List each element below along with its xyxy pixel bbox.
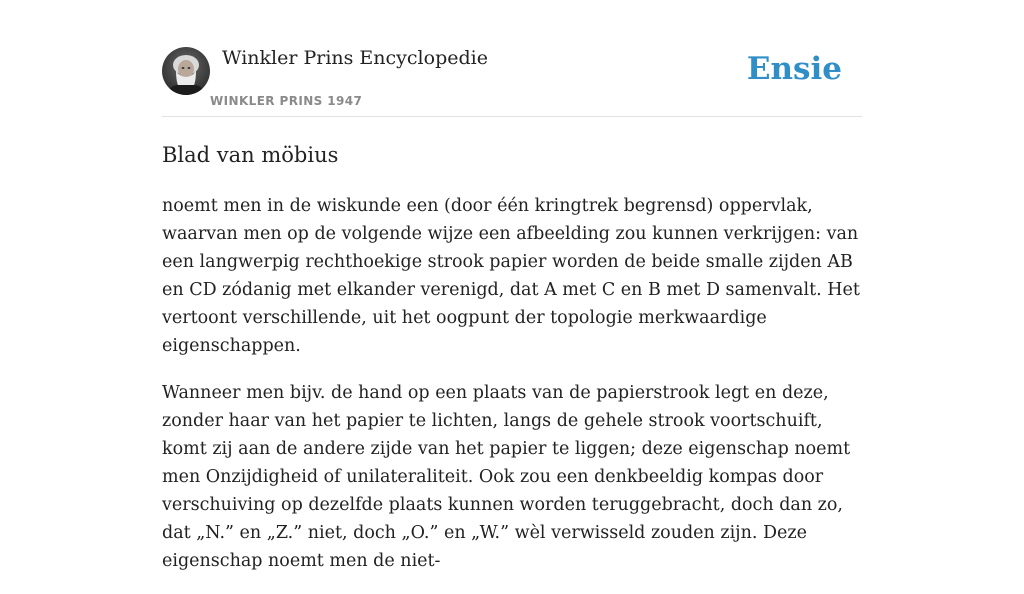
edition-label[interactable]: WINKLER PRINS 1947 bbox=[210, 94, 363, 108]
brand-logo[interactable]: Ensie bbox=[746, 51, 842, 87]
article-title: Blad van möbius bbox=[162, 143, 339, 167]
portrait-icon bbox=[162, 47, 210, 95]
site-title[interactable]: Winkler Prins Encyclopedie bbox=[222, 47, 488, 69]
avatar[interactable] bbox=[162, 47, 210, 95]
article-body bbox=[162, 192, 862, 594]
site-header bbox=[162, 0, 862, 117]
article-paragraph: Wanneer men bijv. de hand op een plaats van de papierstrook legt en deze, zonder haar van het papier te lichten, langs de gehele strook voortschuift, komt zij aan de andere zijde van het papier te liggen; deze eigenschap noemt men Onzijdigheid of unilateraliteit. Ook zou een denkbeeldig kompas door verschuiving op dezelfde plaats kunnen worden teruggebracht, doch dan zo, dat „N.” en „Z.” niet, doch „O.” en „W.” wèl verwisseld zouden zijn. Deze eigenschap noemt men de niet- bbox=[162, 383, 851, 571]
page bbox=[162, 0, 862, 571]
article-paragraph: noemt men in de wiskunde een (door één kringtrek begrensd) oppervlak, waarvan men op de volgende wijze een afbeelding zou kunnen verkrijgen: van een langwerpig rechthoekige strook papier worden de beide smalle zijden AB en CD zódanig met elkander verenigd, dat A met C en B met D samenvalt. Het vertoont verschillende, uit het oogpunt der topologie merkwaardige eigenschappen. bbox=[162, 196, 860, 356]
